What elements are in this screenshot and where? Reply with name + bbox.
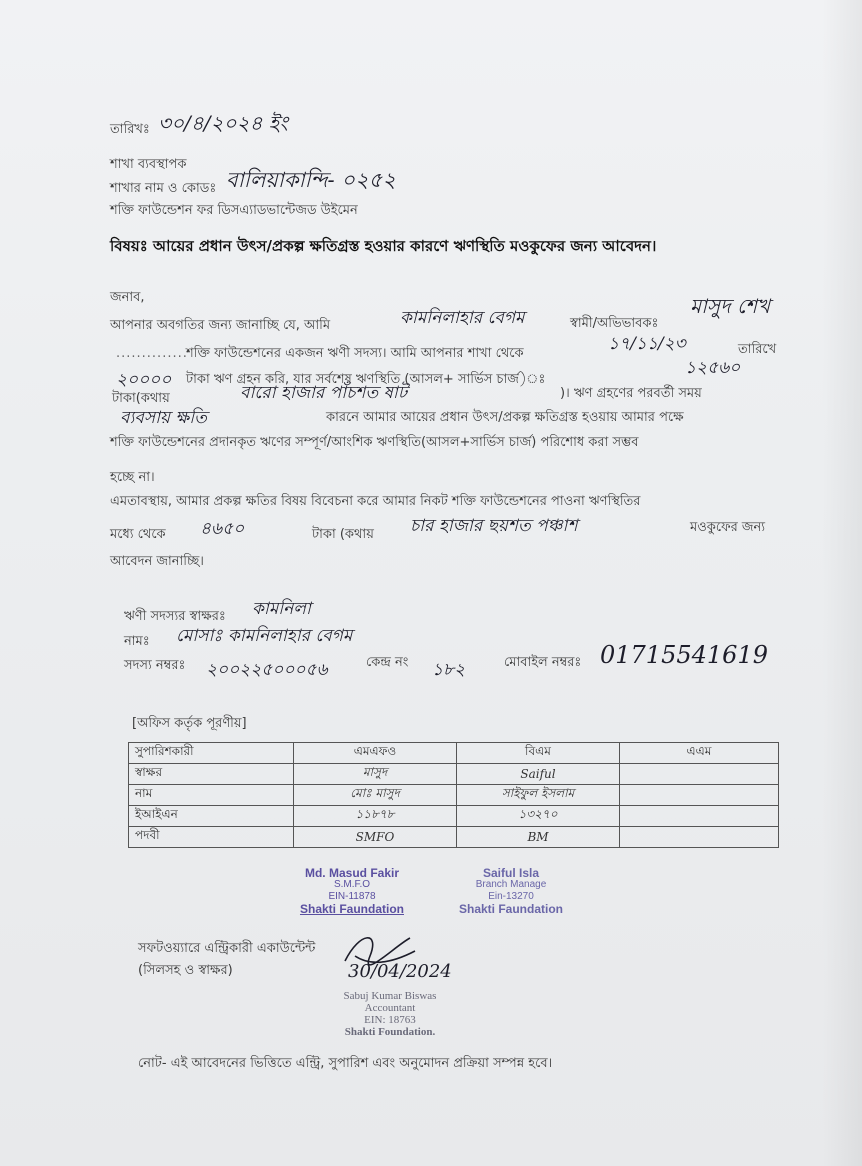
stamp-name: Sabuj Kumar Biswas xyxy=(343,990,437,1002)
center-number: ১৮২ xyxy=(432,660,466,680)
mobile-label: মোবাইল নম্বরঃ xyxy=(504,655,582,670)
table-header: বিএম xyxy=(457,743,620,764)
subject-line: বিষয়ঃ আয়ের প্রধান উৎস/প্রকল্প ক্ষতিগ্রস্ত হওয়ার কারণে ঋণস্থিতি মওকুফের জন্য আবেদন। xyxy=(110,237,657,255)
para1-text: শক্তি ফাউন্ডেশনের একজন ঋণী সদস্য। আমি আপনার শাখা থেকে xyxy=(186,346,524,361)
accountant-sign-date: 30/04/2024 xyxy=(348,961,452,982)
footer-note: নোট- এই আবেদনের ভিত্তিতে এন্ট্রি, সুপারিশ এবং অনুমোদন প্রক্রিয়া সম্পন্ন হবে। xyxy=(138,1056,553,1071)
balance-in-words: বারো হাজার পাঁচশত ষাট xyxy=(240,383,408,403)
blank-dots: .............. xyxy=(116,346,188,361)
am-cell xyxy=(620,785,779,806)
loan-date: ১৭/১১/২৩ xyxy=(608,334,686,354)
center-label: কেন্দ্র নং xyxy=(366,655,409,670)
organization-name: শক্তি ফাউন্ডেশন ফর ডিসএ্যাডভান্টেজড উইমেন xyxy=(110,203,358,218)
bm-cell: BM xyxy=(457,827,620,848)
para2-text: মধ্যে থেকে xyxy=(110,527,166,542)
mobile-number: 01715541619 xyxy=(600,641,768,669)
stamp-ein: EIN-11878 xyxy=(328,891,376,902)
bm-cell: Saiful xyxy=(457,764,620,785)
para1-text: টাকা ঋণ গ্রহন করি, যার সর্বশেষ ঋণস্থিতি (আসল+ সার্ভিস চার্জ)ঃ xyxy=(186,372,546,387)
table-header-row xyxy=(129,743,779,764)
stamp-title: Branch Manage xyxy=(475,879,547,890)
recipient-title: শাখা ব্যবস্থাপক xyxy=(110,157,187,172)
table-header: এএম xyxy=(620,743,779,764)
para1-text: স্বামী/অভিভাবকঃ xyxy=(570,316,659,331)
table-row xyxy=(129,785,779,806)
table-row xyxy=(129,764,779,785)
table-header: সুপারিশকারী xyxy=(129,743,294,764)
date-value: ৩০/৪/২০২৪ ইং xyxy=(158,111,288,135)
para1-text: শক্তি ফাউন্ডেশনের প্রদানকৃত ঋণের সম্পূর্ণ/আংশিক ঋণস্থিতি(আসল+সার্ভিস চার্জ) পরিশোধ করা সম্ভব xyxy=(110,435,639,450)
applicant-name: কামনিলাহার বেগম xyxy=(400,308,525,328)
para1-text: তারিখে xyxy=(738,342,777,357)
member-id-label: সদস্য নম্বরঃ xyxy=(124,658,186,673)
am-cell xyxy=(620,806,779,827)
stamp-name: Md. Masud Fakir xyxy=(304,866,399,880)
para2-text: এমতাবস্থায়, আমার প্রকল্প ক্ষতির বিষয় বিবেচনা করে আমার নিকট শক্তি ফাউন্ডেশনের পাওনা ঋণস্থিতির xyxy=(110,494,641,509)
waiver-in-words: চার হাজার ছয়শত পঞ্চাশ xyxy=(410,516,578,536)
am-cell xyxy=(620,827,779,848)
salutation: জনাব, xyxy=(110,290,145,305)
table-row xyxy=(129,806,779,827)
table-header: এমএফও xyxy=(294,743,457,764)
stamp-ein: EIN: 18763 xyxy=(364,1014,416,1026)
am-cell xyxy=(620,764,779,785)
branch-value: বালিয়াকান্দি- ০২৫২ xyxy=(226,168,396,192)
row-label: স্বাক্ষর xyxy=(129,764,294,785)
member-signature-label: ঋণী সদস্যর স্বাক্ষরঃ xyxy=(124,609,226,624)
office-use-note: [অফিস কর্তৃক পূরণীয়] xyxy=(132,716,247,731)
bm-stamp xyxy=(446,867,576,915)
mfo-cell: মাসুদ xyxy=(294,764,457,785)
para2-text: টাকা (কথায় xyxy=(312,527,374,542)
member-id: ২০০২২৫০০০৫৬ xyxy=(206,660,328,680)
para2-text: আবেদন জানাচ্ছি। xyxy=(110,554,204,569)
mfo-cell: মোঃ মাসুদ xyxy=(294,785,457,806)
recommendation-table xyxy=(128,742,779,848)
para2-text: মওকুফের জন্য xyxy=(690,520,766,535)
balance-amount: ১২৫৬০ xyxy=(685,358,741,378)
waiver-amount: ৪৬৫০ xyxy=(200,519,245,539)
accountant-stamp xyxy=(300,990,480,1038)
loss-cause: ব্যবসায় ক্ষতি xyxy=(120,408,207,428)
stamp-name: Saiful Isla xyxy=(482,866,540,880)
stamp-org: Shakti Foundation. xyxy=(344,1026,436,1038)
stamp-title: Accountant xyxy=(364,1002,416,1014)
row-label: নাম xyxy=(129,785,294,806)
mfo-cell: SMFO xyxy=(294,827,457,848)
stamp-title: S.M.F.O xyxy=(333,879,371,890)
para1-text: )। ঋণ গ্রহণের পরবর্তী সময় xyxy=(560,386,702,401)
stamp-org: Shakti Faundation xyxy=(458,902,563,916)
para1-text: কারনে আমার আয়ের প্রধান উৎস/প্রকল্প ক্ষতিগ্রস্ত হওয়ায় আমার পক্ষে xyxy=(326,410,684,425)
guardian-name: মাসুদ শেখ xyxy=(690,294,771,318)
mfo-cell: ১১৮৭৮ xyxy=(294,806,457,827)
loan-amount: ২০০০০ xyxy=(116,370,172,390)
bm-cell: সাইফুল ইসলাম xyxy=(457,785,620,806)
bm-cell: ১৩২৭০ xyxy=(457,806,620,827)
para1-text: টাকা(কথায় xyxy=(112,391,170,406)
member-name-label: নামঃ xyxy=(124,634,150,649)
accountant-label: সফটওয়্যারে এন্ট্রিকারী একাউন্টেন্ট xyxy=(138,941,316,956)
row-label: পদবী xyxy=(129,827,294,848)
page-edge-shadow xyxy=(822,0,862,1166)
stamp-ein: Ein-13270 xyxy=(488,891,534,902)
mfo-stamp xyxy=(282,867,422,915)
member-name: মোসাঃ কামনিলাহার বেগম xyxy=(176,626,353,646)
table-row xyxy=(129,827,779,848)
accountant-sublabel: (সিলসহ ও স্বাক্ষর) xyxy=(138,963,233,978)
para1-text: আপনার অবগতির জন্য জানাচ্ছি যে, আমি xyxy=(110,318,331,333)
branch-label: শাখার নাম ও কোডঃ xyxy=(110,181,217,196)
row-label: ইআইএন xyxy=(129,806,294,827)
stamp-org: Shakti Faundation xyxy=(299,902,404,916)
date-label: তারিখঃ xyxy=(110,122,150,137)
member-signature: কামনিলা xyxy=(252,599,311,619)
para1-text: হচ্ছে না। xyxy=(110,470,155,485)
